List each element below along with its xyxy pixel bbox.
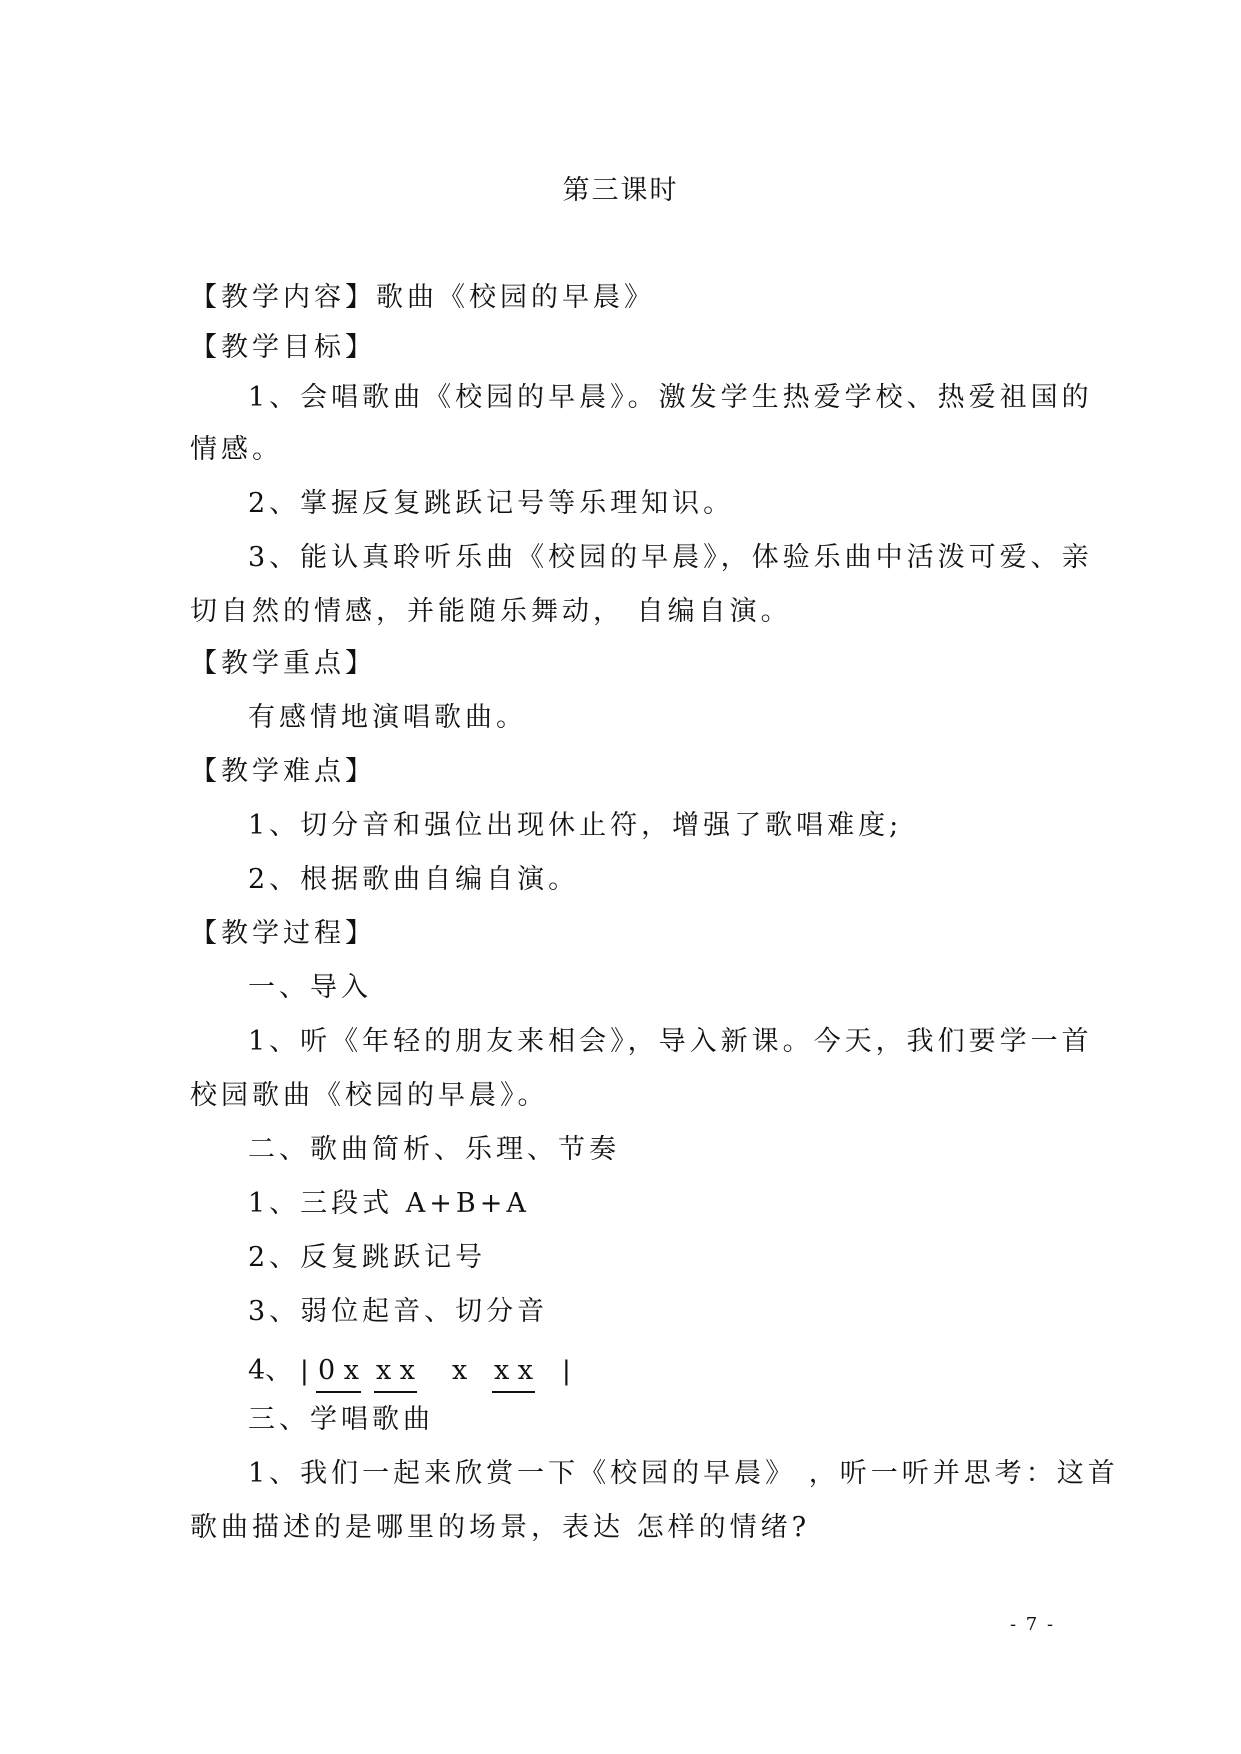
section-heading-content: 【教学内容】歌曲《校园的早晨》 bbox=[190, 282, 655, 313]
barline-close: | bbox=[562, 1356, 571, 1386]
page-number: - 7 - bbox=[1010, 1614, 1056, 1635]
section-heading-difficulties: 【教学难点】 bbox=[190, 756, 376, 787]
paragraph-line: 校园歌曲《校园的早晨》。 bbox=[190, 1080, 549, 1111]
paragraph-line: 2、掌握反复跳跃记号等乐理知识。 bbox=[248, 488, 735, 519]
paragraph-line: 二、歌曲简析、乐理、节奏 bbox=[248, 1134, 620, 1165]
paragraph-line: 三、学唱歌曲 bbox=[248, 1404, 434, 1435]
rhythm-label: 4、 bbox=[248, 1355, 293, 1386]
paragraph-line: 有感情地演唱歌曲。 bbox=[248, 702, 527, 733]
paragraph-line: 2、反复跳跃记号 bbox=[248, 1242, 487, 1273]
paragraph-line: 1、三段式 A+B+A bbox=[248, 1188, 530, 1219]
page-title: 第三课时 bbox=[562, 175, 679, 206]
section-heading-key-points: 【教学重点】 bbox=[190, 648, 376, 679]
paragraph-line: 1、会唱歌曲《校园的早晨》。激发学生热爱学校、热爱祖国的 bbox=[248, 382, 1093, 413]
paragraph-line: 3、能认真聆听乐曲《校园的早晨》，体验乐曲中活泼可爱、亲 bbox=[248, 542, 1093, 573]
rhythm-note: x bbox=[452, 1355, 468, 1386]
barline-open: | bbox=[300, 1356, 309, 1386]
rhythm-group: x x bbox=[374, 1353, 417, 1393]
paragraph-line: 一、导入 bbox=[248, 972, 372, 1003]
paragraph-line: 3、弱位起音、切分音 bbox=[248, 1296, 549, 1327]
paragraph-line: 1、听《年轻的朋友来相会》，导入新课。今天，我们要学一首 bbox=[248, 1026, 1093, 1057]
paragraph-line: 情感。 bbox=[190, 434, 283, 465]
section-heading-process: 【教学过程】 bbox=[190, 918, 376, 949]
paragraph-line: 1、我们一起来欣赏一下《校园的早晨》 ，听一听并思考：这首 bbox=[248, 1458, 1119, 1489]
paragraph-line: 歌曲描述的是哪里的场景，表达 怎样的情绪? bbox=[190, 1512, 811, 1543]
paragraph-line: 2、根据歌曲自编自演。 bbox=[248, 864, 580, 895]
rhythm-group: 0 x bbox=[316, 1353, 361, 1393]
section-heading-objectives: 【教学目标】 bbox=[190, 332, 376, 363]
paragraph-line: 切自然的情感，并能随乐舞动， 自编自演。 bbox=[190, 596, 792, 627]
rhythm-group: x x bbox=[492, 1353, 535, 1393]
paragraph-line: 1、切分音和强位出现休止符，增强了歌唱难度; bbox=[248, 810, 903, 841]
